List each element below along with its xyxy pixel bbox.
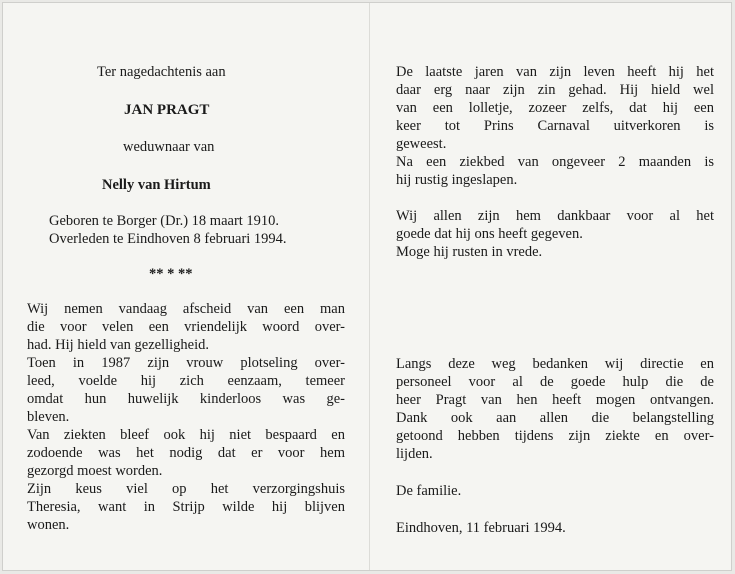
body-line: heer Pragt van hen heeft mogen ontvangen. — [396, 392, 714, 408]
body-line: leed, voelde hij zich eenzaam, temeer — [27, 373, 345, 389]
body-line: keer tot Prins Carnaval uitverkoren is — [396, 118, 714, 134]
body-line: Wij nemen vandaag afscheid van een man — [27, 301, 345, 317]
body-line: De laatste jaren van zijn leven heeft hij het — [396, 64, 714, 80]
body-line: Na een ziekbed van ongeveer 2 maanden is — [396, 154, 714, 170]
stars-divider: ** * ** — [149, 266, 193, 282]
death-line: Overleden te Eindhoven 8 februari 1994. — [49, 231, 287, 247]
body-line: hij rustig ingeslapen. — [396, 172, 518, 188]
body-line: zodoende was het nodig dat er voor hem — [27, 445, 345, 461]
body-line: getoond hebben tijdens zijn ziekte en over- — [396, 428, 714, 444]
place-date: Eindhoven, 11 februari 1994. — [396, 520, 566, 536]
body-line: bleven. — [27, 409, 70, 425]
body-line: lijden. — [396, 446, 433, 462]
body-line: goede dat hij ons heeft gegeven. — [396, 226, 583, 242]
body-line: daar erg naar zijn zin gehad. Hij hield wel — [396, 82, 714, 98]
fold-line — [369, 3, 370, 570]
body-line: van een lolletje, zozeer zelfs, dat hij een — [396, 100, 714, 116]
body-line: Dank ook aan allen die belangstelling — [396, 410, 714, 426]
body-line: omdat hun huwelijk kinderloos was ge- — [27, 391, 345, 407]
body-line: Langs deze weg bedanken wij directie en — [396, 356, 714, 372]
body-line: Theresia, want in Strijp wilde hij blijven — [27, 499, 345, 515]
body-line: gezorgd moest worden. — [27, 463, 163, 479]
body-line: personeel voor al de goede hulp die de — [396, 374, 714, 390]
relation-text: weduwnaar van — [123, 139, 215, 155]
birth-line: Geboren te Borger (Dr.) 18 maart 1910. — [49, 213, 280, 229]
body-line: Toen in 1987 zijn vrouw plotseling over- — [27, 355, 345, 371]
intro-text: Ter nagedachtenis aan — [97, 64, 226, 80]
body-line: geweest. — [396, 136, 447, 152]
spouse-name: Nelly van Hirtum — [102, 177, 211, 193]
signature: De familie. — [396, 483, 462, 499]
body-line: Moge hij rusten in vrede. — [396, 244, 543, 260]
body-line: wonen. — [27, 517, 70, 533]
body-line: had. Hij hield van gezelligheid. — [27, 337, 210, 353]
body-line: Wij allen zijn hem dankbaar voor al het — [396, 208, 714, 224]
deceased-name: JAN PRAGT — [124, 102, 210, 118]
memorial-card — [2, 2, 732, 571]
body-line: die voor velen een vriendelijk woord over- — [27, 319, 345, 335]
body-line: Zijn keus viel op het verzorgingshuis — [27, 481, 345, 497]
body-line: Van ziekten bleef ook hij niet bespaard en — [27, 427, 345, 443]
